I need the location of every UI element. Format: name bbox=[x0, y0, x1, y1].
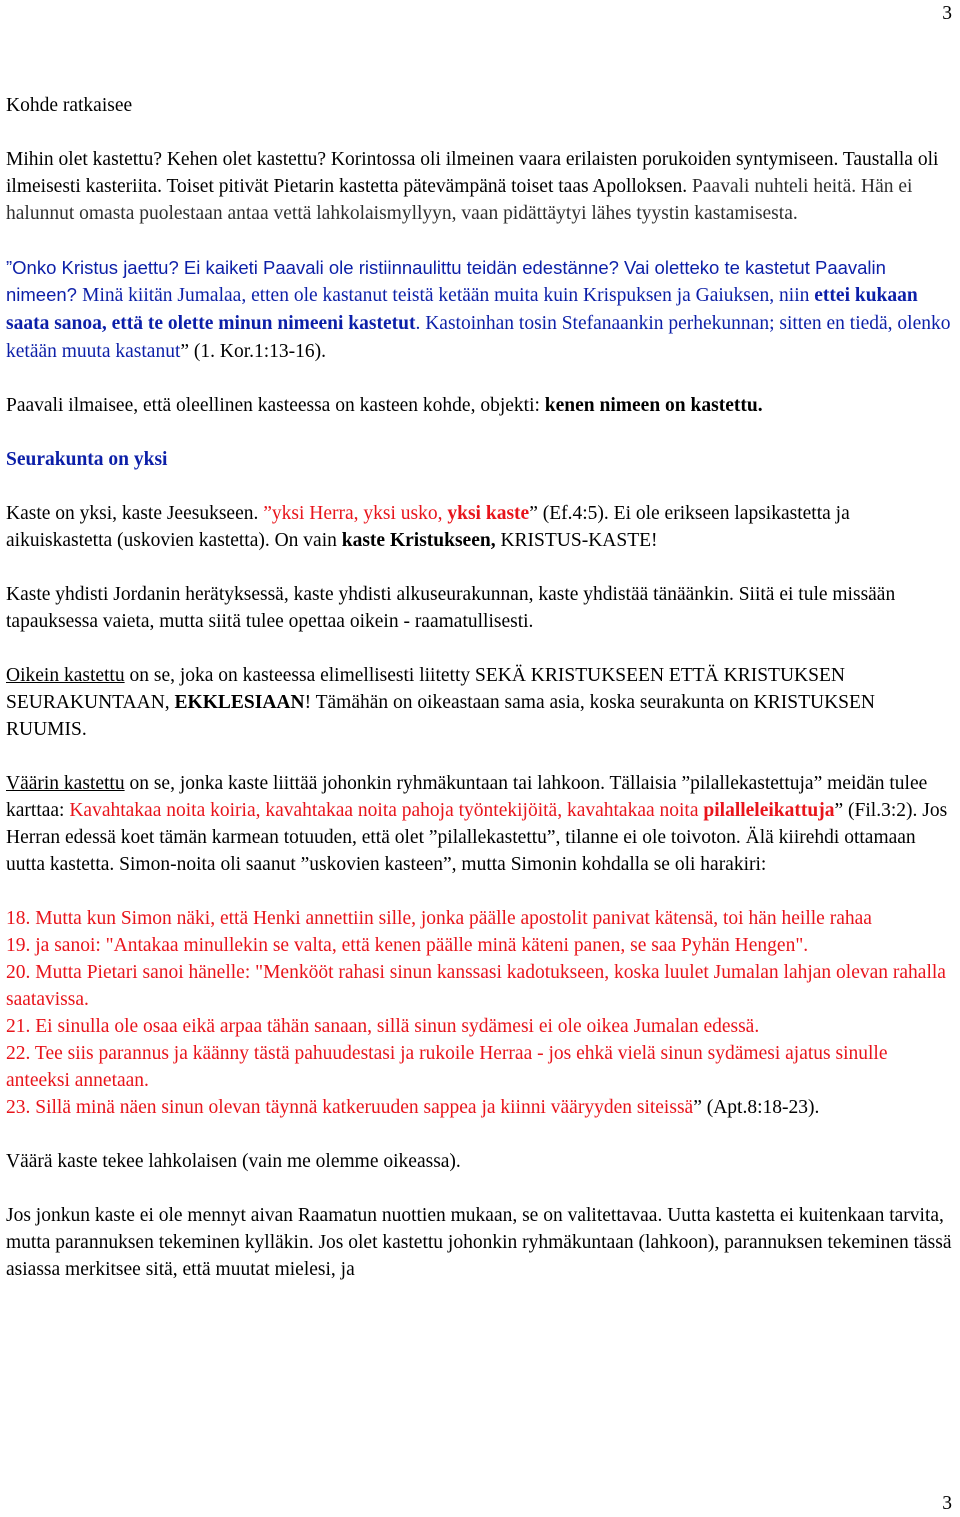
intro-text: Mihin olet kastettu? Kehen olet kastettu? Korintossa oli ilmeinen vaara erilaisten porukoiden syntymiseen. Taustalla oli ilmeisesti kasteriita. Toiset pitivät Pietarin kastetta pätevämpänä toiset taas Apolloksen. bbox=[6, 149, 939, 197]
one-baptism-t2: ” (Ef.4:5). Ei ole erikseen lapsikastetta ja aikuiskastetta (uskovien kastetta). On vain bbox=[6, 503, 850, 551]
rightly-baptized-t2: ! Tämähän on oikeastaan sama asia, koska seurakunta on KRISTUKSEN RUUMIS. bbox=[6, 692, 875, 740]
paragraph-intro bbox=[6, 146, 956, 227]
one-baptism-t3: KRISTUS-KASTE! bbox=[495, 530, 658, 551]
paragraph-repentance: Jos jonkun kaste ei ole mennyt aivan Raamatun nuottien mukaan, se on valitettavaa. Uutta kastetta ei kuitenkaan tarvita, mutta parannuksen tekeminen kylläkin. Jos olet kastettu johonkin ryhmäkuntaan (lahkoon), parannuksen tekeminen tässä asiassa merkitsee sitä, että muutat mielesi, ja bbox=[6, 1205, 952, 1280]
quote-text-3: . Kastoinhan tosin Stefanaankin perhekunnan; sitten en tiedä, olenko ketään muuta kastanut bbox=[6, 313, 951, 362]
one-baptism-quote: ”yksi Herra, yksi usko, bbox=[263, 503, 448, 524]
rightly-baptized-t1: on se, joka on kasteessa elimellisesti liitetty SEKÄ KRISTUKSEEN ETTÄ KRISTUKSEN SEURAKUNTAAN, bbox=[6, 665, 845, 713]
paragraph-object bbox=[6, 392, 956, 419]
acts-verses bbox=[6, 905, 956, 1121]
paragraph-rightly-baptized bbox=[6, 662, 956, 743]
quote-reference: ” (1. Kor.1:13-16). bbox=[180, 341, 327, 362]
page-number-top: 3 bbox=[942, 3, 952, 24]
rightly-baptized-ekklesia: EKKLESIAAN bbox=[174, 692, 305, 713]
document-body bbox=[6, 92, 956, 1310]
quote-text-2: Minä kiitän Jumalaa, etten ole kastanut teistä ketään muita kuin Krispuksen ja Gaiuksen, niin bbox=[82, 285, 815, 306]
section-heading-kohde: Kohde ratkaisee bbox=[6, 95, 133, 116]
paragraph-unites: Kaste yhdisti Jordanin herätyksessä, kaste yhdisti alkuseurakunnan, kaste yhdistää tänäänkin. Siitä ei tule missään tapauksessa vaieta, mutta siitä tulee opettaa oikein - raamatullisesti. bbox=[6, 584, 896, 632]
paragraph-one-baptism bbox=[6, 500, 956, 554]
one-baptism-kristukseen: kaste Kristukseen, bbox=[341, 530, 496, 551]
object-text: Paavali ilmaisee, että oleellinen kasteessa on kasteen kohde, objekti: bbox=[6, 395, 545, 416]
heading-seurakunta-text: Seurakunta on yksi bbox=[6, 449, 168, 470]
page-number-bottom: 3 bbox=[942, 1493, 952, 1514]
wrongly-baptized-term: Väärin kastettu bbox=[6, 773, 125, 794]
verse-23-text: 23. Sillä minä näen sinun olevan täynnä katkeruuden sappea ja kiinni vääryyden siteissä bbox=[6, 1097, 694, 1118]
verse-20: 20. Mutta Pietari sanoi hänelle: "Menkööt rahasi sinun kanssasi kadotukseen, koska luulet Jumalan lahjan olevan rahalla saatavissa. bbox=[6, 962, 946, 1010]
intro-text-paavali: Paavali nuhteli heitä. Hän ei halunnut omasta puolestaan antaa vettä lahkolaismyllyyn, vaan pidättäytyi lähes tyystin kastamisesta. bbox=[6, 176, 913, 224]
wrongly-baptized-quote: Kavahtakaa noita koiria, kavahtakaa noita pahoja työntekijöitä, kavahtakaa noita bbox=[69, 800, 704, 821]
verse-19: 19. ja sanoi: "Antakaa minullekin se valta, että kenen päälle minä käteni panen, se saa Pyhän Hengen". bbox=[6, 935, 809, 956]
one-baptism-t1: Kaste on yksi, kaste Jeesukseen. bbox=[6, 503, 264, 524]
wrongly-baptized-t1: on se, jonka kaste liittää johonkin ryhmäkuntaan tai lahkoon. Tällaisia ”pilallekastettuja” meidän tulee karttaa: bbox=[6, 773, 928, 821]
verse-21: 21. Ei sinulla ole osaa eikä arpaa tähän sanaan, sillä sinun sydämesi ei ole oikea Jumalan edessä. bbox=[6, 1016, 760, 1037]
quote-text-bold: ettei kukaan saata sanoa, että te olette minun nimeeni kastetut bbox=[6, 285, 918, 334]
section-heading-seurakunta bbox=[6, 446, 956, 473]
verse-23 bbox=[6, 1094, 956, 1121]
object-bold: kenen nimeen on kastettu. bbox=[544, 395, 763, 416]
paragraph-false-baptism: Väärä kaste tekee lahkolaisen (vain me olemme oikeassa). bbox=[6, 1151, 461, 1172]
wrongly-baptized-bold: pilalleleikattuja bbox=[703, 800, 835, 821]
verse-18: 18. Mutta kun Simon näki, että Henki annettiin sille, jonka päälle apostolit panivat kätensä, toi hän heille rahaa bbox=[6, 908, 872, 929]
wrongly-baptized-t2: ” (Fil.3:2). Jos Herran edessä koet tämän karmean totuuden, että olet ”pilallekastettu”, tilanne ei ole toivoton. Älä kiirehdi ottamaan uutta kastetta. Simon-noita oli saanut ”uskovien kasteen”, mutta Simonin kohdalla se oli harakiri: bbox=[6, 800, 948, 875]
paragraph-wrongly-baptized bbox=[6, 770, 956, 878]
verse-22: 22. Tee siis parannus ja käänny tästä pahuudestasi ja rukoile Herraa - jos ehkä vielä sinun sydämesi ajatus sinulle anteeksi annetaan. bbox=[6, 1043, 888, 1091]
paragraph-quote-corinthians bbox=[6, 254, 956, 365]
quote-text-1: ”Onko Kristus jaettu? Ei kaiketi Paavali ole ristiinnaulittu teidän edestänne? Vai oletteko te kastetut Paavalin nimeen? bbox=[6, 257, 886, 305]
verse-reference: ” (Apt.8:18-23). bbox=[693, 1097, 820, 1118]
rightly-baptized-term: Oikein kastettu bbox=[6, 665, 125, 686]
one-baptism-bold: yksi kaste bbox=[447, 503, 530, 524]
